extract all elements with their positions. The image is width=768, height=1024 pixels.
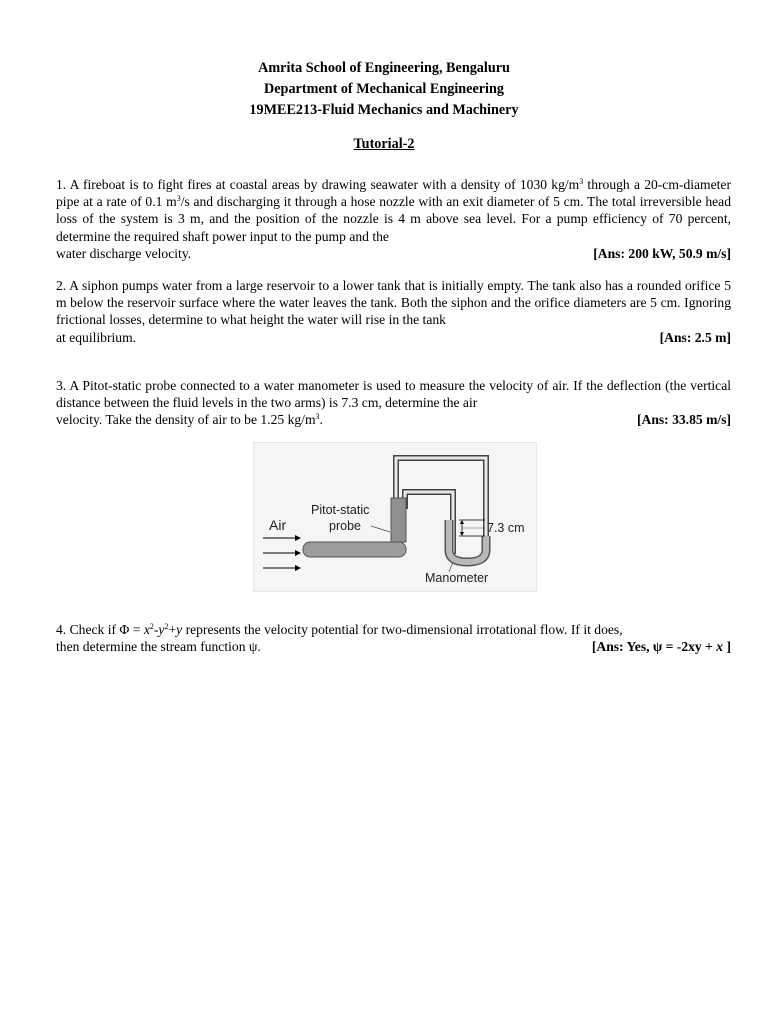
- q4-sup-a: 2: [149, 622, 154, 631]
- q3-last-sup: 3: [315, 412, 320, 422]
- manometer-label: Manometer: [425, 571, 489, 585]
- tutorial-title: Tutorial-2: [353, 136, 415, 152]
- q4-text-d: represents the velocity potential for two-dimensional irrotational flow. If it does,: [182, 622, 623, 637]
- school-name: Amrita School of Engineering, Bengaluru: [258, 60, 510, 76]
- q4-text-c: +: [168, 622, 177, 637]
- q1-sup-b: 3: [176, 194, 181, 204]
- q3-answer: [Ans: 33.85 m/s]: [636, 412, 731, 428]
- question-2: [56, 277, 731, 346]
- q3-last-line: [56, 411, 731, 428]
- q4-var-x: x: [143, 622, 150, 637]
- question-1: [56, 176, 731, 262]
- q1-text-c: /s and discharging it through a hose nozzle with an exit diameter of 5 cm. The total irreversible head loss of the system is 3 m, and the position of the nozzle is 4 m above sea level. For a pump efficiency of 70 percent, determine the required shaft power input to the pump and the: [56, 194, 731, 244]
- q4-answer-x: x: [716, 639, 724, 655]
- q4-text-a: 4. Check if Φ =: [56, 622, 144, 637]
- q2-answer: [Ans: 2.5 m]: [659, 329, 731, 345]
- q3-last-end: .: [319, 412, 323, 428]
- q1-answer: [Ans: 200 kW, 50.9 m/s]: [593, 245, 731, 261]
- q4-last-line: [56, 638, 731, 655]
- q4-text-b: -: [153, 622, 159, 637]
- q1-sup-a: 3: [579, 177, 584, 186]
- q1-last-line: [56, 245, 731, 262]
- q4-answer-b: ]: [723, 639, 731, 655]
- q1-text-b: through a 20-cm-diameter pipe at a rate of 0.1 m: [56, 177, 731, 210]
- q4-last-text: then determine the stream function ψ.: [56, 639, 261, 655]
- q4-var-y: y: [158, 622, 165, 637]
- q4-sup-b: 2: [164, 622, 169, 631]
- question-4: [56, 621, 731, 655]
- q1-last-text: water discharge velocity.: [56, 245, 192, 261]
- q2-last-line: [56, 329, 731, 346]
- q4-var-y2: y: [176, 622, 183, 637]
- question-3: [56, 377, 731, 429]
- q4-answer-a: [Ans: Yes, ψ = -2xy +: [591, 639, 717, 655]
- q1-text-a: 1. A fireboat is to fight fires at coastal areas by drawing seawater with a density of 1030 kg/m: [56, 177, 580, 192]
- pitot-figure-svg: [253, 442, 537, 592]
- document-header: [0, 58, 768, 121]
- department-name: Department of Mechanical Engineering: [264, 81, 504, 97]
- course-title: 19MEE213-Fluid Mechanics and Machinery: [249, 102, 519, 118]
- q4-answer: [592, 638, 731, 655]
- probe-body: [303, 542, 406, 557]
- q3-text: 3. A Pitot-static probe connected to a water manometer is used to measure the velocity of air. If the deflection (the vertical distance between the fluid levels in the two arms) is 7.3 cm, determine the air: [56, 378, 731, 411]
- probe-label-line1: Pitot-static: [311, 503, 370, 517]
- q2-last-text: at equilibrium.: [56, 329, 137, 345]
- q2-text: 2. A siphon pumps water from a large reservoir to a lower tank that is initially empty. The tank also has a rounded orifice 5 m below the reservoir surface where the water leaves the tank. Both the siphon and the orifice diameters are 5 cm. Ignoring frictional losses, determine to what height the water will rise in the tank: [56, 278, 731, 328]
- probe-stem: [391, 498, 406, 542]
- q3-last-wrap: [56, 411, 323, 428]
- q3-last-text: velocity. Take the density of air to be 1.25 kg/m: [56, 412, 316, 428]
- deflection-label: 7.3 cm: [487, 521, 525, 535]
- air-label: Air: [269, 517, 287, 533]
- pitot-static-figure: [253, 442, 537, 592]
- probe-label-line2: probe: [329, 519, 361, 533]
